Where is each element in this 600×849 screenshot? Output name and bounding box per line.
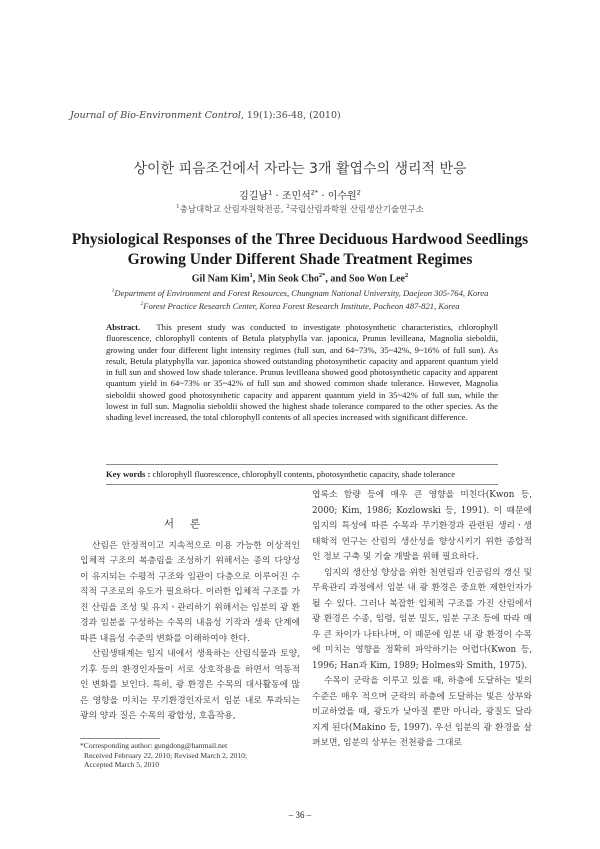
en-author-3: , and Soo Won Lee — [325, 273, 405, 285]
footnote-corresponding: *Corresponding author: gungdong@hanmail.net — [80, 741, 228, 750]
journal-ref: , 19(1):36-48, (2010) — [240, 110, 341, 121]
keywords-text: chlorophyll fluorescence, chlorophyll contents, photosynthetic capacity, shade tolerance — [150, 469, 456, 479]
english-title-line-1: Physiological Responses of the Three Deciduous Hardwood Seedlings — [71, 231, 529, 248]
korean-title: 상이한 피음조건에서 자라는 3개 활엽수의 생리적 반응 — [133, 161, 467, 177]
body-paragraph: 엽록소 함량 등에 매우 큰 영향을 미친다(Kwon 등, 2000; Kim, 1986; Kozlowski 등, 1991). 이 때문에 임지의 특성에 따른 수목과 무기환경과 관련된 생리ㆍ생태학적 연구는 산림의 생산성을 향상시키기 위한 종합적인 정보 구축 및 기술 개발을 위해 필요하다. — [312, 490, 532, 562]
kr-author-1: 김길남 — [239, 191, 269, 202]
body-paragraph: 산림생태계는 임지 내에서 생육하는 산림식물과 토양, 기후 등의 환경인자들이 서로 상호작용을 하면서 역동적인 변화를 보인다. 특히, 광 환경은 수목의 대사활동에 많은 영향을 미치는 무기환경인자로서 임분 내로 투과되는 광의 양과 질은 수목의 광합성, 호흡작용, — [80, 649, 300, 721]
en-aff-line-1 — [0, 286, 600, 299]
en-aff-2-sup: 2 — [140, 300, 144, 307]
kr-author-3: 이수원 — [327, 191, 357, 202]
en-aff-2: Forest Practice Research Center, Korea Forest Research Institute, Pocheon 487-821, Korea — [143, 300, 460, 311]
abstract-label: Abstract. — [106, 322, 141, 332]
abstract-text: This present study was conducted to investigate photosynthetic characteristics, chlorophyll fluorescence, chlorophyll contents of Betula platyphylla var. japonica, Prunus levilleana, Magnolia sieboldii, growing under four different light intensity regimes (full sun, and 64~73%, 35~42%, 9~16% of full sun). As result, Betula platyphylla var. japonica showed outstanding photosynthetic capacity and apparent quantum yield in full sun and showed low shade tolerance. Prunus levilleana showed good photosynthetic capacity and apparent quantum yield in 64~73% or 35~42% of full sun and showed common shade tolerance. However, Magnolia sieboldii showed good photosynthetic capacity and apparent quantum yield in 35~42% of full sun, while the lowest in full sun. Magnolia sieboldii showed the highest shade tolerance compared to the other species. As the shading level increased, the total chlorophyll contents of all species increased with significant difference. — [106, 322, 498, 423]
korean-authors — [0, 187, 600, 202]
en-aff-1: Department of Environment and Forest Resources, Chungnam National University, Daejeon 305-764, Korea — [114, 287, 489, 298]
page-number: – 36 – — [288, 810, 312, 820]
body-left-column — [80, 517, 300, 725]
en-author-1: Gil Nam Kim — [191, 273, 250, 285]
en-aff-line-2 — [0, 299, 600, 312]
english-title-line-2: Growing Under Different Shade Treatment Regimes — [127, 251, 473, 268]
footnote — [80, 741, 310, 770]
kr-author-2: 조민석 — [281, 191, 311, 202]
body-paragraph: 수목이 군락을 이루고 있을 때, 하층에 도달하는 빛의 수준은 매우 적으며 군락의 하층에 도달하는 빛은 상부와 비교하였을 때, 광도가 낮아질 뿐만 아니라, 광질도 달라지게 된다(Makino 등, 1997). 우선 임분의 광 환경을 살펴보면, 임분의 상부는 전천광을 그대로 — [312, 676, 532, 748]
en-author-2-sup: 2* — [318, 272, 326, 279]
korean-affiliations — [0, 203, 600, 215]
keywords-top-rule — [106, 464, 498, 465]
body-paragraph: 산림은 안정적이고 지속적으로 이용 가능한 이상적인 입체적 구조의 복층림을 조성하기 위해서는 종의 다양성이 유지되는 수평적 구조와 임관이 다층으로 이루어진 수직적 구조로의 유도가 필요하다. 이러한 입체적 구조를 가진 산림을 조성 및 유지ㆍ관리하기 위해서는 임분의 광 환경과 임분을 구성하는 수목의 내음성 기작과 생육 단계에 따른 내음성 수준의 변화를 이해하여야 한다. — [80, 540, 300, 644]
kr-author-1-sup: 1 — [268, 188, 273, 197]
kr-aff-1-sup: 1 — [176, 204, 180, 211]
footnote-received: Received February 22, 2010; Revised March 2, 2010; — [84, 750, 248, 760]
journal-name: Journal of Bio-Environment Control — [70, 110, 241, 121]
body-paragraph: 임지의 생산성 향상을 위한 천연림과 인공림의 갱신 및 무육관리 과정에서 임분 내 광 환경은 중요한 제한인자가 될 수 있다. 그러나 복잡한 입체적 구조를 가진 산림에서 광 환경은 수종, 임령, 임분 밀도, 임분 구조 등에 따라 매우 큰 차이가 나타나며, 이 때문에 임분 내 광 환경이 수목에 미치는 영향을 정확히 파악하기는 어렵다(Kwon 등, 1996; Han과 Kim, 1989; Holmes와 Smith, 1975). — [312, 567, 532, 671]
body-right-column — [312, 488, 532, 752]
footnote-accepted: Accepted March 5, 2010 — [84, 760, 160, 769]
keywords-bottom-rule — [106, 484, 498, 485]
keywords-label: Key words : — [106, 469, 151, 479]
journal-citation — [70, 110, 341, 121]
keywords — [106, 469, 498, 479]
english-authors — [0, 272, 600, 284]
kr-aff-1: 충남대학교 산림자원학전공, — [179, 205, 287, 215]
kr-aff-2: 국립산림과학원 산림생산기술연구소 — [289, 205, 424, 215]
english-affiliations — [0, 286, 600, 312]
english-title — [40, 230, 560, 270]
kr-aff-2-sup: 2 — [286, 204, 290, 211]
kr-author-2-sup: 2* — [310, 188, 319, 197]
abstract — [106, 322, 498, 424]
kr-author-3-sup: 2 — [356, 188, 361, 197]
kr-author-sep: · — [272, 191, 282, 202]
section-heading: 서론 — [163, 518, 217, 530]
kr-author-sep: · — [318, 191, 328, 202]
footnote-rule — [80, 738, 160, 739]
en-aff-1-sup: 1 — [111, 288, 115, 294]
en-author-3-sup: 2 — [404, 272, 409, 279]
en-author-2: , Min Seok Cho — [252, 273, 319, 285]
en-author-1-sup: 1 — [249, 272, 253, 279]
